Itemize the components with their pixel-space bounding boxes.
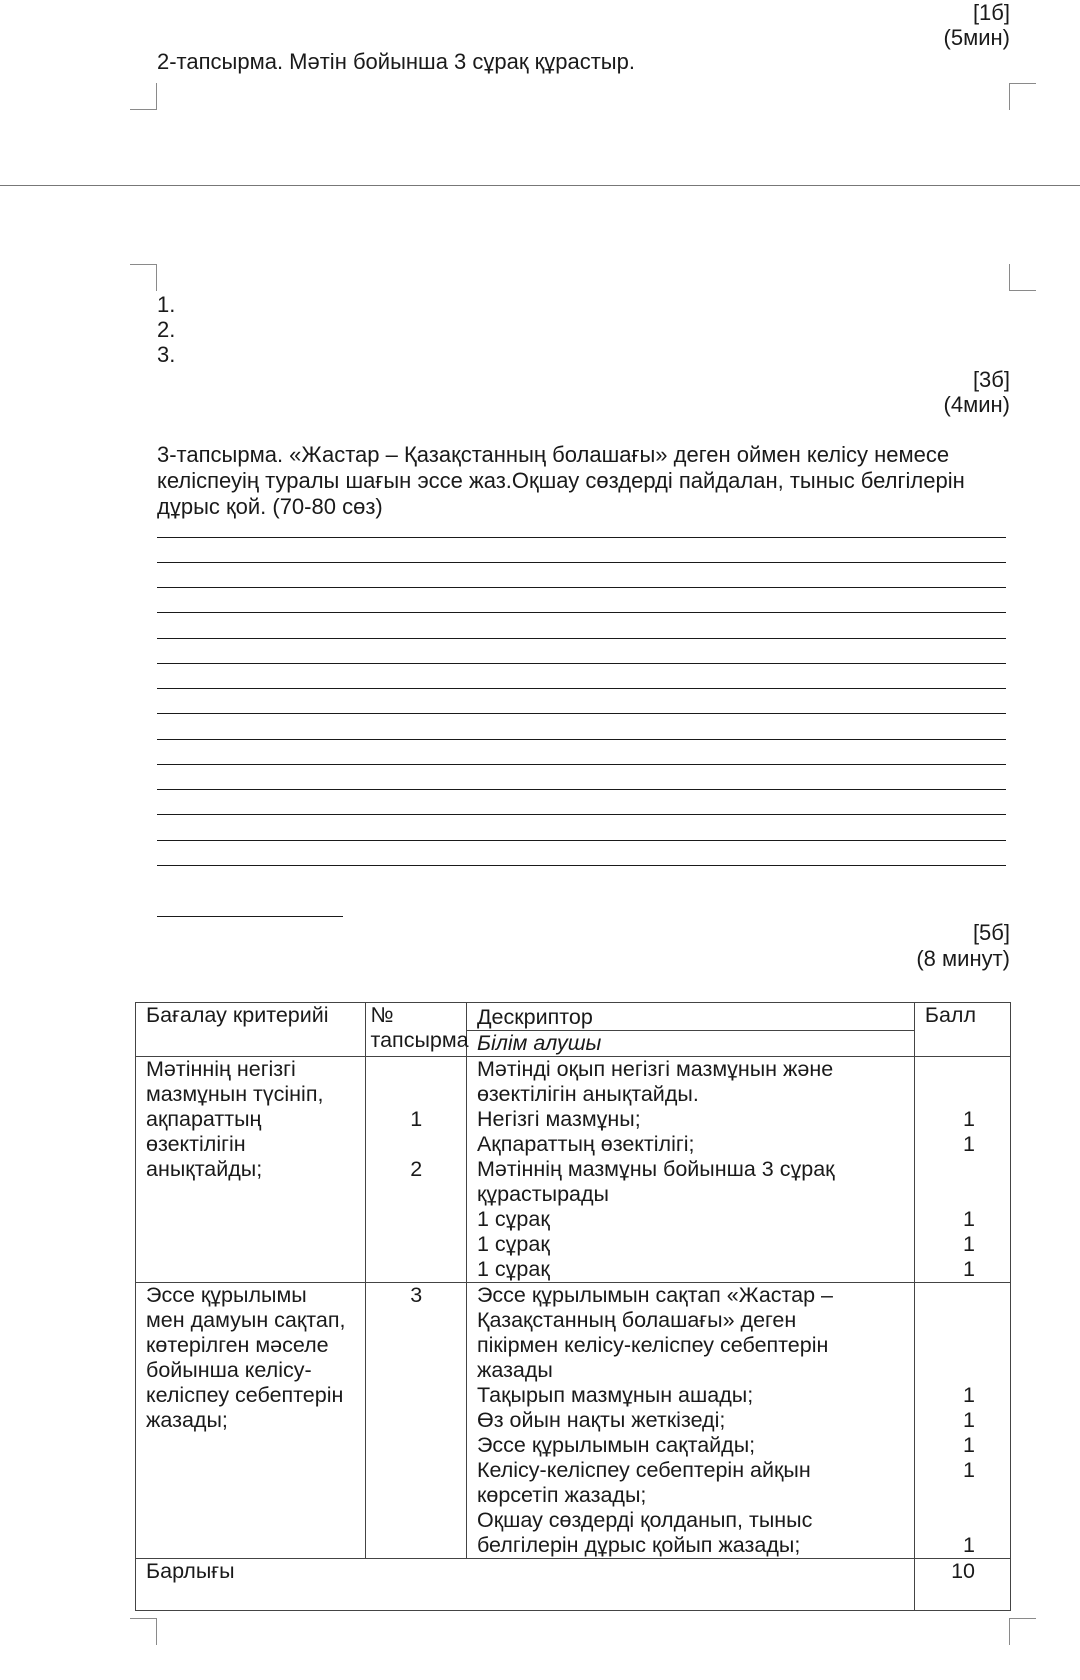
task2-answers-time: (4мин) [943,392,1010,417]
header-descriptor: Дескриптор Білім алушы [466,1003,914,1057]
writing-line [157,612,1006,613]
margin-corner-mark [1009,1618,1036,1645]
task3-instructions [157,442,1007,520]
header-task-number: № тапсырма [366,1003,466,1057]
header-ball: Балл [914,1003,1010,1057]
row1-descriptors: Мәтінді оқып негізгі мазмұнын және өзектілігін анықтайды. Негізгі мазмұны; Ақпараттың өзектілігі; Мәтіннің мазмұны бойынша 3 сұрақ құрастырады 1 сұрақ 1 сұрақ 1 сұрақ [466,1057,914,1283]
margin-corner-mark [130,83,157,110]
table-row [136,1057,1011,1283]
row1-task-numbers: 1 2 [366,1057,466,1283]
writing-line [157,764,1006,765]
writing-line [157,814,1006,815]
row2-descriptors: Эссе құрылымын сақтап «Жастар – Қазақстанның болашағы» деген пікірмен келісу-келіспеу себептерін жазады Тақырып мазмұнын ашады; Өз ойын нақты жеткізеді; Эссе құрылымын сақтайды; Келісу-келіспеу себептерін айқын көрсетіп жазады; Оқшау сөздерді қолданып, тыныс белгілерін дұрыс қойып жазады; [466,1283,914,1559]
total-value: 10 [914,1559,1010,1611]
row1-balls: 1 1 1 1 1 [914,1057,1010,1283]
table-row [136,1283,1011,1559]
writing-line [157,789,1006,790]
page-separator [0,185,1080,186]
task3-time: (8 минут) [916,946,1010,971]
header-descriptor-sub: Білім алушы [467,1030,914,1056]
writing-line [157,562,1006,563]
header-criteria: Бағалау критерийі [136,1003,366,1057]
writing-line [157,865,1006,866]
writing-line [157,739,1006,740]
row2-criteria: Эссе құрылымы мен дамуын сақтап, көтерілген мәселе бойынша келісу- келіспеу себептерін жазады; [136,1283,366,1559]
task3-line: келіспеуің туралы шағын эссе жаз.Оқшау сөздерді пайдалан, тыныс белгілерін [157,468,965,493]
task2-answers-score: [3б] [972,367,1010,392]
row2-balls: 1 1 1 1 1 [914,1283,1010,1559]
table-total-row [136,1559,1011,1611]
writing-line [157,663,1006,664]
writing-line-short [157,916,343,917]
margin-corner-mark [130,264,157,291]
writing-line [157,638,1006,639]
writing-line [157,587,1006,588]
margin-corner-mark [1009,83,1036,110]
task2-title: 2-тапсырма. Мәтін бойынша 3 сұрақ құрастыр. [157,49,635,74]
margin-corner-mark [130,1618,157,1645]
writing-line [157,840,1006,841]
row1-criteria: Мәтіннің негізгі мазмұнын түсініп, ақпараттың өзектілігін анықтайды; [136,1057,366,1283]
total-label: Барлығы [136,1559,915,1611]
table-header-row [136,1003,1011,1057]
question-number: 3. [157,342,176,367]
assessment-rubric-table [135,1002,1011,1611]
question-number: 1. [157,292,176,317]
task3-score: [5б] [972,920,1010,945]
question-number: 2. [157,317,176,342]
writing-line [157,688,1006,689]
task3-line: дұрыс қой. (70-80 сөз) [157,494,383,519]
task2-time: (5мин) [943,25,1010,50]
margin-corner-mark [1009,264,1036,291]
writing-line [157,713,1006,714]
task2-score: [1б] [972,0,1010,25]
task3-line: 3-тапсырма. «Жастар – Қазақстанның болашағы» деген оймен келісу немесе [157,442,950,467]
row2-task-numbers: 3 [366,1283,466,1559]
writing-line [157,537,1006,538]
question-list [157,292,175,367]
